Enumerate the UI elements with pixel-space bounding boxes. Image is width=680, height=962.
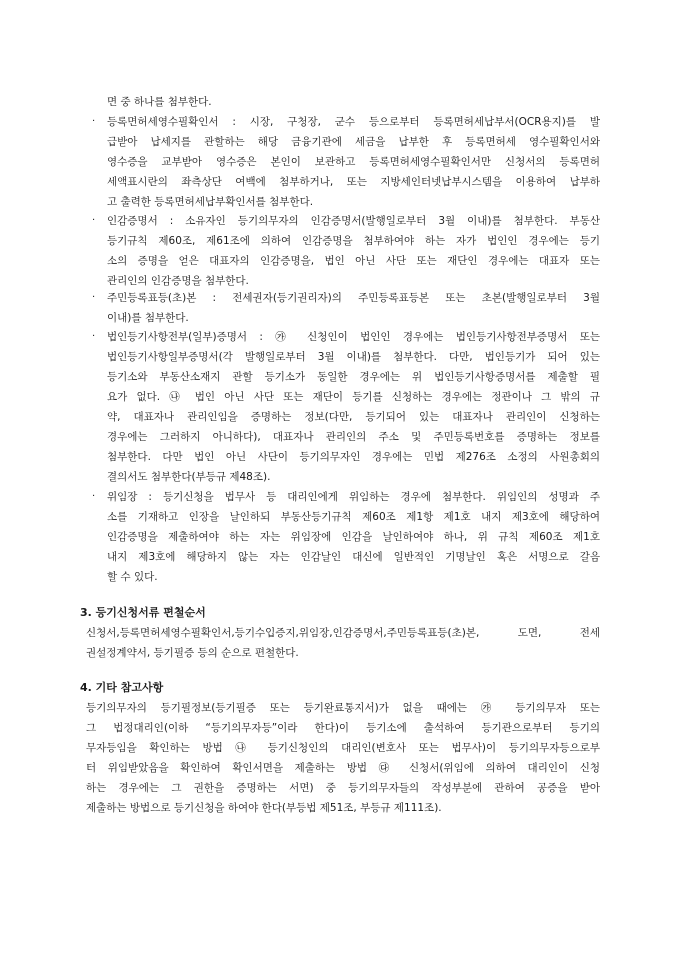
paragraph-line: 인감증명을 제출하여야 하는 자는 위임장에 인감을 날인하여야 하나, 위 규칙 제60조 제1호 [107, 531, 600, 543]
paragraph-line: 제출하는 방법으로 등기신청을 하여야 한다(부등법 제51조, 부등규 제111조). [86, 802, 442, 814]
paragraph-line: 요가 없다. ㉯ 법인 아닌 사단 또는 재단이 등기를 신청하는 경우에는 정관이나 그 밖의 규 [107, 391, 600, 403]
paragraph-line: 하는 경우에는 그 권한을 증명하는 서면) 중 등기의무자들의 작성부분에 관하여 공증을 받아 [86, 782, 600, 794]
paragraph-line: 할 수 있다. [107, 571, 158, 583]
intro-text: 면 중 하나를 첨부한다. [107, 96, 212, 108]
paragraph-line: 약, 대표자나 관리인임을 증명하는 정보(다만, 등기되어 있는 대표자나 관리인이 신청하는 [107, 411, 600, 423]
section-heading: 3. 등기신청서류 편철순서 [80, 606, 206, 619]
paragraph-line: 무자등임을 확인하는 방법 ㉯ 등기신청인의 대리인(변호사 또는 법무사)이 등기의무자등으로부 [86, 742, 600, 754]
bullet-marker: · [92, 331, 96, 342]
bullet-marker: · [92, 491, 96, 502]
paragraph-line: 권설정계약서, 등기필증 등의 순으로 편철한다. [86, 647, 299, 659]
paragraph-line: 위임장 : 등기신청을 법무사 등 대리인에게 위임하는 경우에 첨부한다. 위임인의 성명과 주 [107, 491, 600, 503]
paragraph-line: 법인등기사항일부증명서(각 발행일로부터 3월 이내)를 첨부한다. 다만, 법인등기가 되어 있는 [107, 351, 600, 363]
paragraph-line: 이내)를 첨부한다. [107, 312, 189, 324]
paragraph-line: 영수증을 교부받아 영수증은 본인이 보관하고 등록면허세영수필확인서만 신청서의 등록면허 [107, 156, 600, 168]
paragraph-line: 신청서,등록면허세영수필확인서,등기수입증지,위임장,인감증명서,주민등록표등(초)본, 도면, 전세 [86, 627, 600, 639]
paragraph-line: 그 법정대리인(이하 “등기의무자등”이라 한다)이 등기소에 출석하여 등기관으로부터 등기의 [86, 722, 600, 734]
paragraph-line: 소의 증명을 얻은 대표자의 인감증명을, 법인 아닌 사단 또는 재단인 경우에는 대표자 또는 [107, 255, 600, 267]
paragraph-line: 등기의무자의 등기필정보(등기필증 또는 등기완료통지서)가 없을 때에는 ㉮ 등기의무자 또는 [86, 702, 600, 714]
paragraph-line: 터 위임받았음을 확인하여 확인서면을 제출하는 방법 ㉰ 신청서(위임에 의하여 대리인이 신청 [86, 762, 600, 774]
paragraph-line: 인감증명서 : 소유자인 등기의무자의 인감증명서(발행일로부터 3월 이내)를 첨부한다. 부동산 [107, 215, 600, 227]
bullet-marker: · [92, 292, 96, 303]
bullet-marker: · [92, 215, 96, 226]
paragraph-line: 관리인의 인감증명을 첨부한다. [107, 275, 249, 287]
paragraph-line: 경우에는 그러하지 아니하다), 대표자나 관리인의 주소 및 주민등록번호를 증명하는 정보를 [107, 431, 600, 443]
paragraph-line: 주민등록표등(초)본 : 전세권자(등기권리자)의 주민등록표등본 또는 초본(발행일로부터 3월 [107, 292, 600, 304]
paragraph-line: 내지 제3호에 해당하지 않는 자는 인감날인 대신에 일반적인 기명날인 혹은 서명으로 갈음 [107, 551, 600, 563]
bullet-marker: · [92, 116, 96, 127]
paragraph-line: 등기소와 부동산소재지 관할 등기소가 동일한 경우에는 위 법인등기사항증명서를 제출할 필 [107, 371, 600, 383]
paragraph-line: 고 출력한 등록면허세납부확인서를 첨부한다. [107, 196, 314, 208]
paragraph-line: 급받아 납세지를 관할하는 해당 금융기관에 세금을 납부한 후 등록면허세 영수필확인서와 [107, 136, 600, 148]
paragraph-line: 등기규칙 제60조, 제61조에 의하여 인감증명을 첨부하여야 하는 자가 법인인 경우에는 등기 [107, 235, 600, 247]
paragraph-line: 소를 기재하고 인장을 날인하되 부동산등기규칙 제60조 제1항 제1호 내지 제3호에 해당하여 [107, 511, 600, 523]
paragraph-line: 결의서도 첨부한다(부등규 제48조). [107, 471, 271, 483]
paragraph-line: 법인등기사항전부(일부)증명서 : ㉮ 신청인이 법인인 경우에는 법인등기사항전부증명서 또는 [107, 331, 600, 343]
paragraph-line: 등록면허세영수필확인서 : 시장, 구청장, 군수 등으로부터 등록면허세납부서(OCR용지)를 발 [107, 116, 600, 128]
section-heading: 4. 기타 참고사항 [80, 681, 164, 694]
paragraph-line: 세액표시란의 좌측상단 여백에 첨부하거나, 또는 지방세인터넷납부시스템을 이용하여 납부하 [107, 176, 600, 188]
paragraph-line: 첨부한다. 다만 법인 아닌 사단이 등기의무자인 경우에는 민법 제276조 소정의 사원총회의 [107, 451, 600, 463]
